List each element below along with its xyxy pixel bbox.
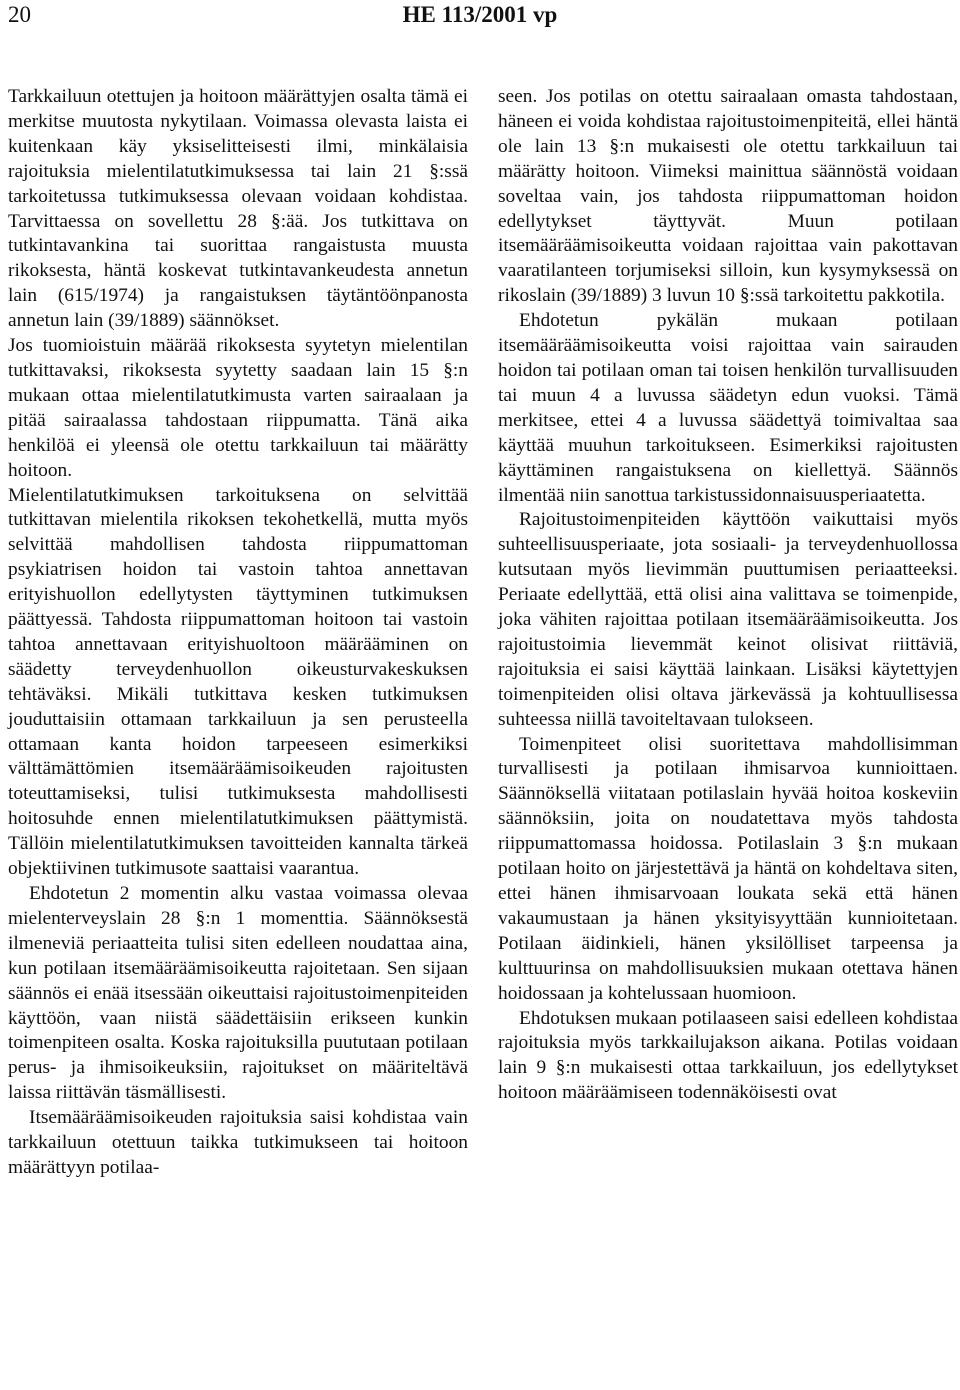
document-id: HE 113/2001 vp xyxy=(402,2,558,27)
paragraph: Itsemääräämisoikeuden rajoituksia saisi kohdistaa vain tarkkailuun otettuun taikka tutkimukseen tai hoitoon määrättyyn potilaa- xyxy=(8,1107,468,1178)
left-column xyxy=(8,85,468,1181)
paragraph: Mielentilatutkimuksen tarkoituksena on selvittää tutkittavan mielentila rikoksen tekohetkellä, mutta myös selvittää mahdollisen tahdosta riippumattoman psykiatrisen hoidon tai vastoin tahtoa annettavan erityishuollon edellytysten täyttyminen tutkimuksen päättyessä. Tahdosta riippumattoman hoitoon tai vastoin tahtoa annettavaan erityishuoltoon määrääminen on säädetty terveydenhuollon oikeusturvakeskuksen tehtäväksi. Mikäli tutkittava kesken tutkimuksen jouduttaisiin ottamaan tarkkailuun ja sen perusteella ottamaan kanta hoidon tarpeeseen esimerkiksi välttämättömien itsemääräämisoikeuden rajoitusten toteuttamiseksi, tulisi tutkimuksesta mahdollisesti hoitosuhde ennen mielentilatutkimuksen päättymistä. Tällöin mielentilatutkimuksen tavoitteiden kannalta tärkeä objektiivinen tutkimusote saattaisi vaarantua. xyxy=(8,484,468,880)
paragraph: Toimenpiteet olisi suoritettava mahdollisimman turvallisesti ja potilaan ihmisarvoa kunnioittaen. Säännöksellä viitataan potilaslain hyvää hoitoa koskeviin säännöksiin, joita on noudatettava myös tahdosta riippumattomassa hoidossa. Potilaslain 3 §:n mukaan potilaan hoito on järjestettävä ja häntä on kohdeltava siten, ettei hänen ihmisarvoaan loukata sekä että hänen vakaumustaan ja hänen yksityisyyttään kunnioitetaan. Potilaan äidinkieli, hänen yksilölliset tarpeensa ja kulttuurinsa on mahdollisuuksien mukaan otettava hänen hoidossaan ja kohtelussaan huomioon. xyxy=(498,733,958,1004)
paragraph: seen. Jos potilas on otettu sairaalaan omasta tahdostaan, häneen ei voida kohdistaa rajoitustoimenpiteitä, ellei häntä ole lain 13 §:n mukaisesti ole otettu tarkkailuun tai määrätty hoitoon. Viimeksi mainittua säännöstä voidaan soveltaa vain, jos tahdosta riippumattoman hoidon edellytykset täyttyvät. Muun potilaan itsemääräämisoikeutta voidaan rajoittaa vain pakottavan vaaratilanteen torjumiseksi silloin, kun kysymyksessä on rikoslain (39/1889) 3 luvun 10 §:ssä tarkoitettu pakkotila. xyxy=(498,86,958,307)
page-number: 20 xyxy=(8,2,31,27)
page-header xyxy=(0,0,960,40)
paragraph: Ehdotuksen mukaan potilaaseen saisi edelleen kohdistaa rajoituksia myös tarkkailujakson aikana. Potilas voidaan lain 9 §:n mukaisesti ottaa tarkkailuun, jos edellytykset hoitoon määräämiseen todennäköisesti ovat xyxy=(498,1007,958,1104)
paragraph: Jos tuomioistuin määrää rikoksesta syytetyn mielentilan tutkittavaksi, rikoksesta syytetty saadaan lain 15 §:n mukaan ottaa mielentilatutkimusta varten sairaalaan ja pitää sairaalassa tahdostaan riippumatta. Tänä aika henkilöä ei yleensä ole otettu tarkkailuun tai määrätty hoitoon. xyxy=(8,335,468,481)
right-column xyxy=(498,85,958,1106)
paragraph: Rajoitustoimenpiteiden käyttöön vaikuttaisi myös suhteellisuusperiaate, jota sosiaali- ja terveydenhuollossa kutsutaan myös lievimmän puuttumisen periaatteeksi. Periaate edellyttää, että olisi aina valittava se toimenpide, joka vähiten rajoittaa potilaan itsemääräämisoikeutta. Jos rajoitustoimia lievemmät keinot olisivat riittäviä, rajoituksia ei saisi käyttää lainkaan. Lisäksi käytettyjen toimenpiteiden olisi oltava järkevässä ja kohtuullisessa suhteessa niillä tavoiteltavaan tulokseen. xyxy=(498,509,958,730)
paragraph: Tarkkailuun otettujen ja hoitoon määrättyjen osalta tämä ei merkitse muutosta nykytilaan. Voimassa olevasta laista ei kuitenkaan käy yksiselitteisesti ilmi, minkälaisia rajoituksia mielentilatutkimuksessa tai lain 21 §:ssä tarkoitetussa tutkimuksessa olevaan voidaan kohdistaa. Tarvittaessa on sovellettu 28 §:ää. Jos tutkittava on tutkintavankina tai suorittaa rangaistusta muusta rikoksesta, häntä koskevat tutkintavankeudesta annetun lain (615/1974) ja rangaistuksen täytäntöönpanosta annetun lain (39/1889) säännökset. xyxy=(8,86,468,332)
paragraph: Ehdotetun pykälän mukaan potilaan itsemääräämisoikeutta voisi rajoittaa vain sairauden hoidon tai potilaan oman tai toisen henkilön turvallisuuden tai muun 4 a luvussa säädetyn edun vuoksi. Tämä merkitsee, ettei 4 a luvussa säädettyä toimivaltaa saa käyttää muuhun tarkoitukseen. Esimerkiksi rajoitusten käyttäminen rangaistuksena on kiellettyä. Säännös ilmentää niin sanottua tarkistussidonnaisuusperiaatetta. xyxy=(498,310,958,506)
paragraph: Ehdotetun 2 momentin alku vastaa voimassa olevaa mielenterveyslain 28 §:n 1 momenttia. Säännöksestä ilmeneviä periaatteita tulisi siten edelleen noudattaa aina, kun potilaan itsemääräämisoikeutta rajoitetaan. Sen sijaan säännös ei enää itsessään oikeuttaisi rajoitustoimenpiteiden käyttöön, vaan niistä säädettäisiin erikseen kunkin toimenpiteen osalta. Koska rajoituksilla puututaan potilaan perus- ja ihmisoikeuksiin, rajoitukset on määriteltävä laissa riittävän täsmällisesti. xyxy=(8,883,468,1104)
